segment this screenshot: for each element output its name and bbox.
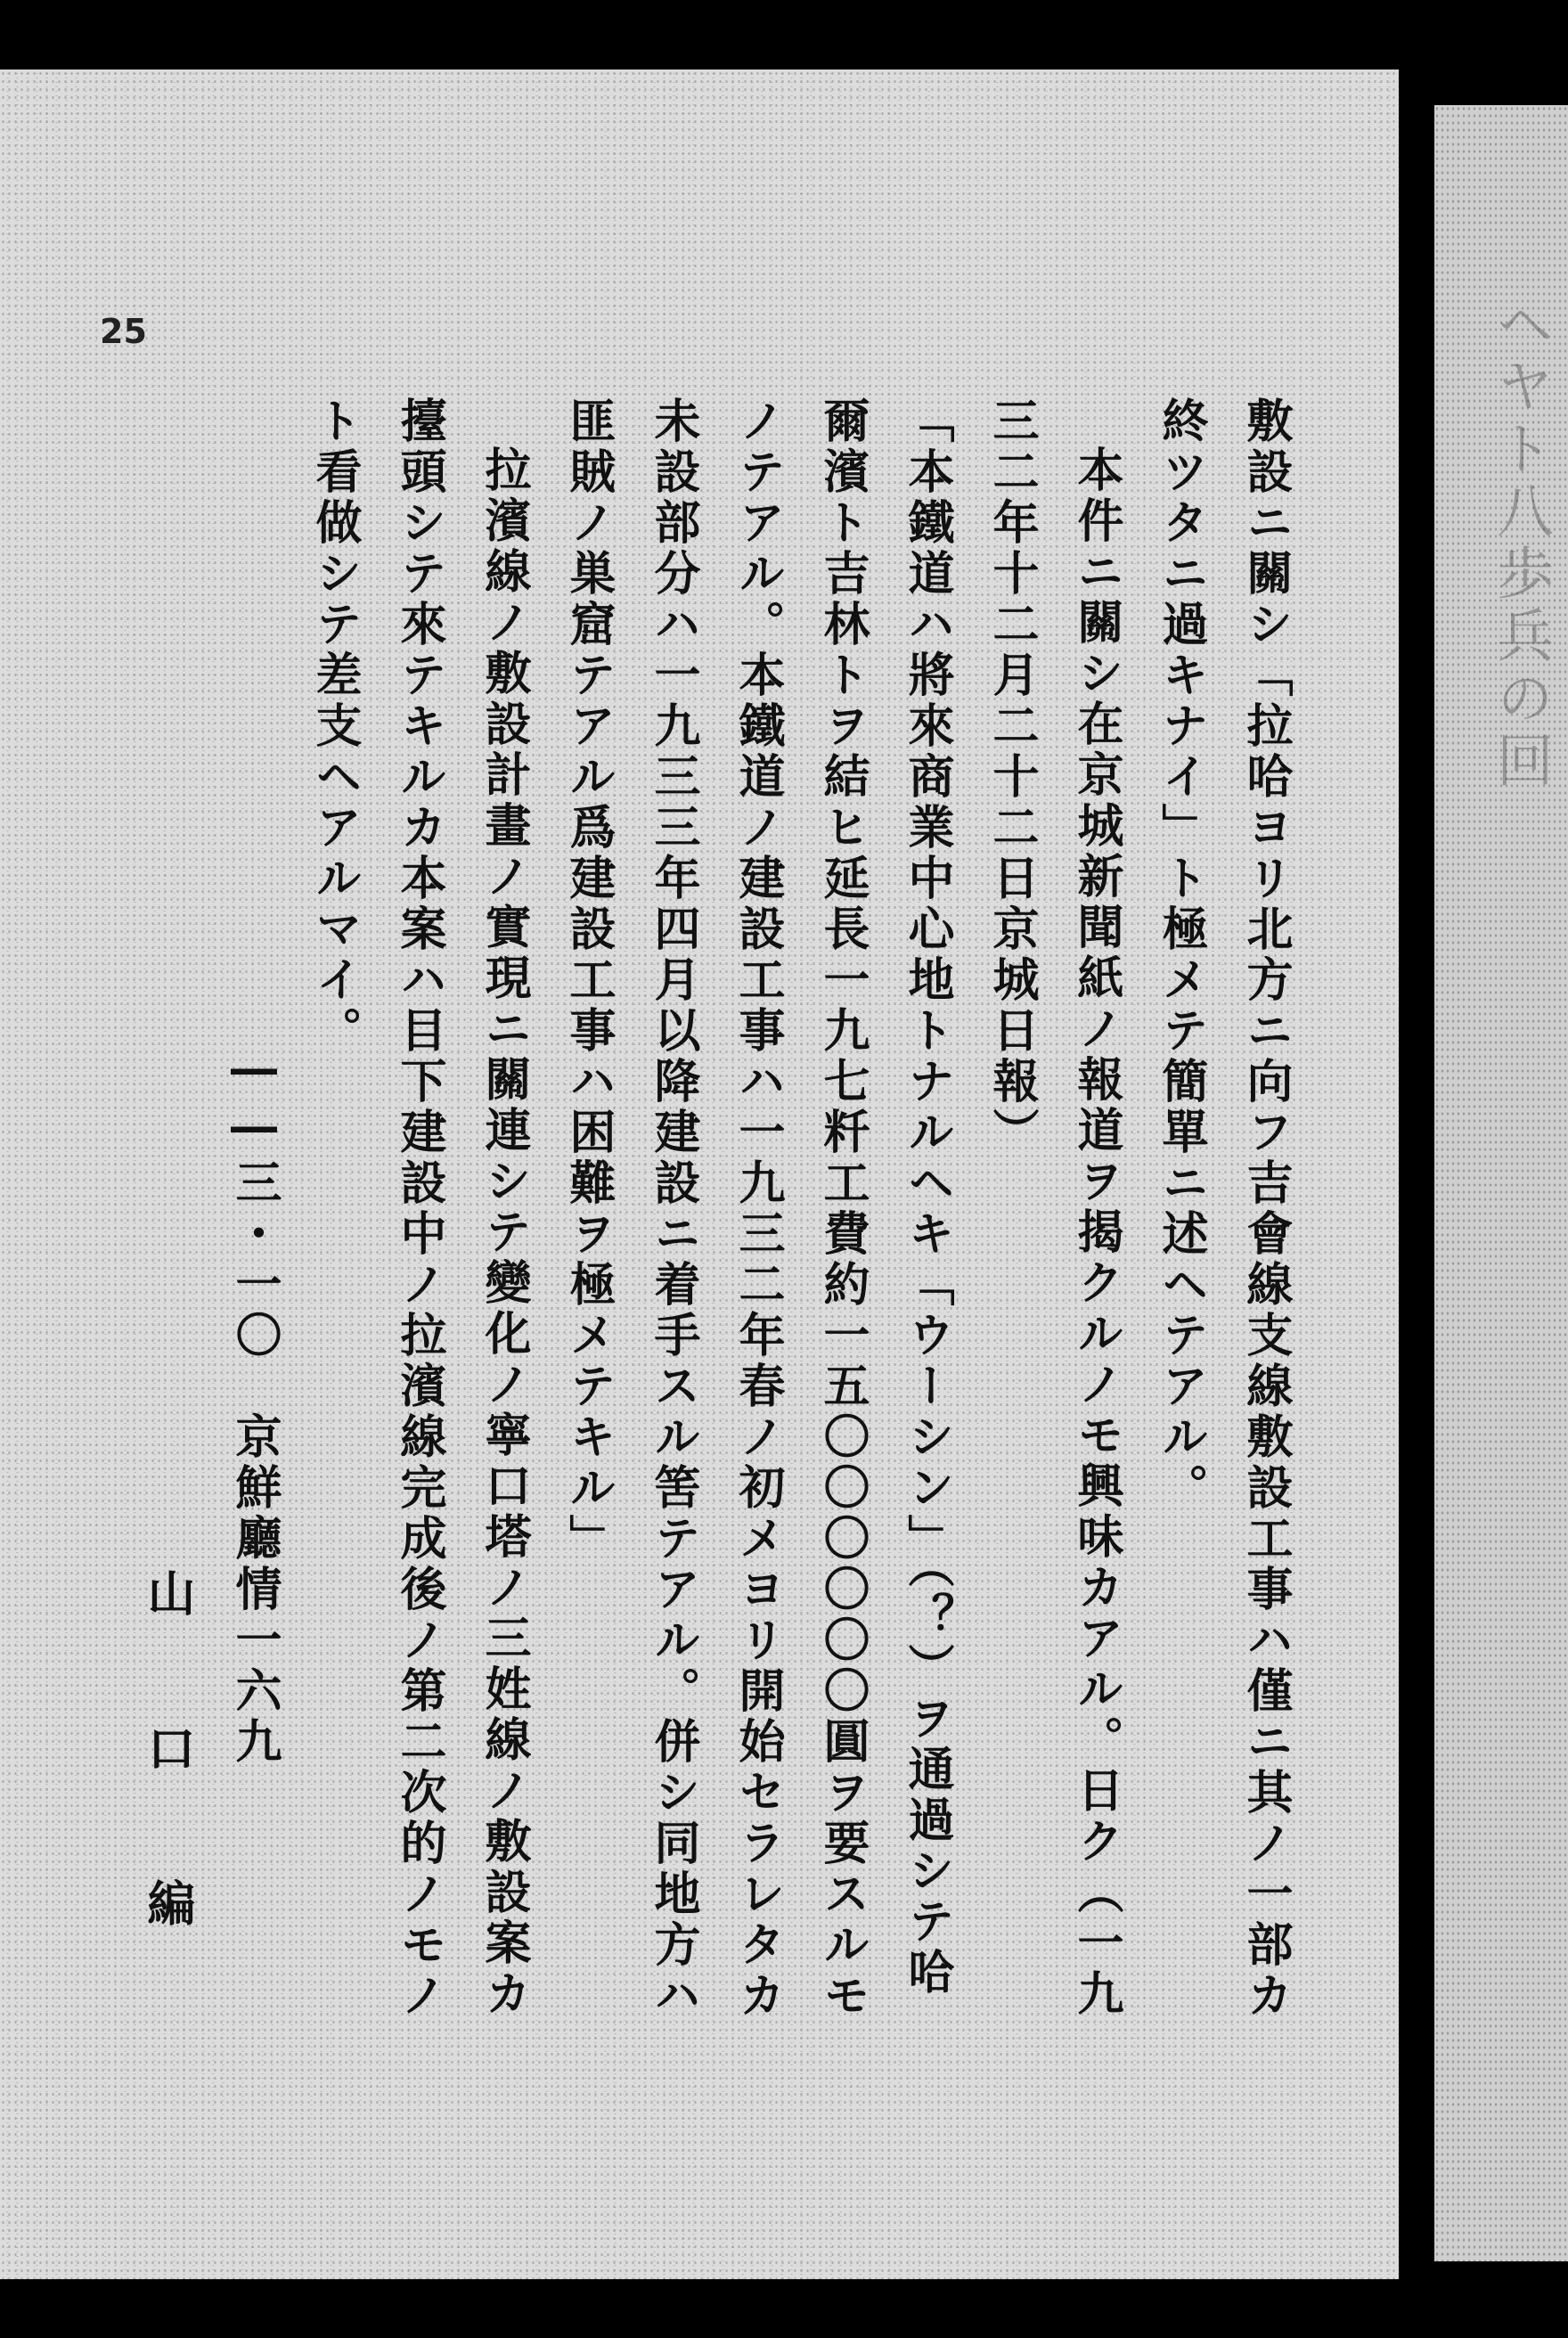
text-column-6: 爾濱ト吉林トヲ結ヒ延長一九七粁工費約一五〇〇〇〇〇〇圓ヲ要スルモ	[815, 396, 869, 2022]
text-column-1: 敷設ニ關シ「拉哈ヨリ北方ニ向フ吉會線支線敷設工事ハ僅ニ其ノ一部カ	[1238, 396, 1292, 2022]
text-column-2: 終ツタニ過キナイ」ト極メテ簡單ニ述ヘテアル。	[1154, 396, 1207, 1514]
bleed-through-text: ヘヤト八歩兵の回	[1487, 294, 1553, 793]
text-column-12: ト看做シテ差支ヘアルマイ。	[307, 396, 361, 1057]
text-column-10: 拉濱線ノ敷設計畫ノ實現ニ關連シテ變化ノ寧口塔ノ三姓線ノ敷設案カ	[477, 446, 530, 2020]
text-column-8: 未設部分ハ一九三三年四月以降建設ニ着手スル筈テアル。併シ同地方ハ	[646, 396, 699, 2022]
text-column-11: 擡頭シテ來テキルカ本案ハ目下建設中ノ拉濱線完成後ノ第二次的ノモノ	[392, 396, 445, 2022]
text-column-4: 三二年十二月二十二日京城日報）	[984, 396, 1038, 1158]
text-column-3: 本件ニ關シ在京城新聞紙ノ報道ヲ揭クルノモ興味カアル。日ク（一九	[1069, 446, 1123, 2020]
citation-line: ――三・一〇 京鮮廳情一六九	[227, 1042, 281, 1768]
text-column-7: ノテアル。本鐵道ノ建設工事ハ一九三二年春ノ初メヨリ開始セラレタカ	[731, 396, 784, 2022]
text-column-5: 「本鐵道ハ將來商業中心地トナルヘキ「ウーシン」（？）ヲ通過シテ哈	[900, 396, 953, 1999]
author-name: 山口編	[140, 1568, 196, 2033]
text-column-9: 匪賊ノ巣窟テアル爲建設工事ハ困難ヲ極メテキル」	[561, 396, 615, 1565]
page-number: 25	[100, 312, 147, 351]
